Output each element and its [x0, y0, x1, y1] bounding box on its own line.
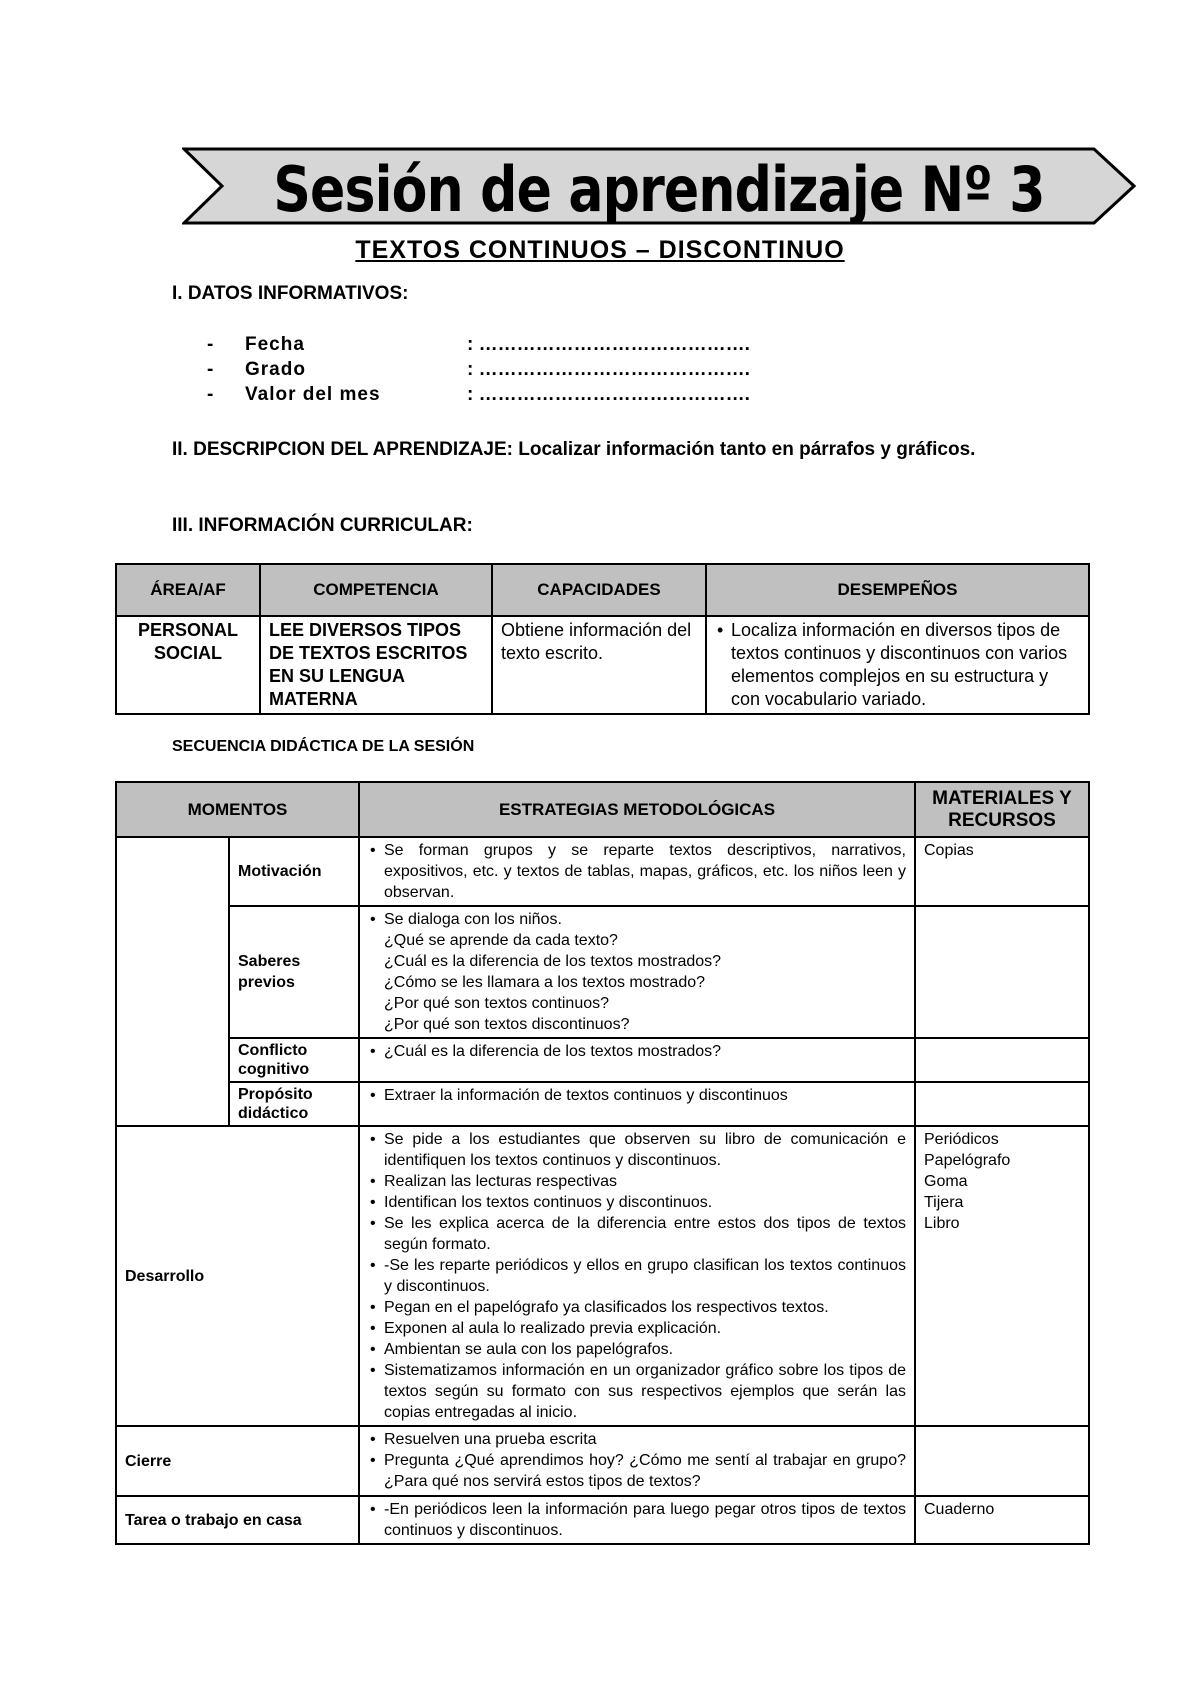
datos-heading: I. DATOS INFORMATIVOS: — [172, 283, 409, 304]
secuencia-heading: SECUENCIA DIDÁCTICA DE LA SESIÓN — [172, 738, 475, 755]
estrategia-conflicto — [359, 1038, 915, 1082]
question-line: ¿Por qué son textos continuos? — [384, 995, 610, 1012]
estrategia-proposito — [359, 1082, 915, 1126]
field-valor-del-mes — [207, 384, 750, 406]
cell-capacidad: Obtiene información del texto escrito. — [492, 616, 706, 714]
field-label: Valor del mes — [245, 384, 381, 405]
field-grado — [207, 359, 750, 381]
material-cuaderno: Cuaderno — [915, 1496, 1089, 1544]
material-empty — [915, 1082, 1089, 1126]
cell-area: PERSONAL SOCIAL — [116, 616, 260, 714]
field-dash: - — [207, 359, 214, 380]
momento-tarea: Tarea o trabajo en casa — [116, 1496, 359, 1544]
secuencia-table — [115, 781, 1090, 1545]
question-line: ¿Cuál es la diferencia de los textos mostrados? — [384, 953, 722, 970]
list-item: • Exponen al aula lo realizado previa explicación. — [384, 1318, 906, 1339]
question-line: ¿Qué se aprende da cada texto? — [384, 932, 618, 949]
material-item: Tijera — [924, 1194, 964, 1211]
list-item: • -Se les reparte periódicos y ellos en grupo clasifican los textos continuos y discontinuos. — [384, 1255, 906, 1297]
estrategia-desarrollo — [359, 1126, 915, 1426]
field-fecha — [207, 334, 750, 356]
page-title: Sesión de aprendizaje Nº 3 — [273, 153, 1045, 226]
inicio-blank-cell — [116, 837, 229, 1126]
page-subtitle: TEXTOS CONTINUOS – DISCONTINUO — [355, 236, 845, 264]
list-item: • Extraer la información de textos continuos y discontinuos — [384, 1085, 906, 1106]
field-label: Fecha — [245, 334, 305, 355]
curricular-heading: III. INFORMACIÓN CURRICULAR: — [172, 515, 473, 536]
title-banner — [182, 147, 1136, 225]
material-item: Periódicos — [924, 1131, 999, 1148]
field-value: : ……………………………………. — [467, 334, 750, 355]
list-item: • ¿Cuál es la diferencia de los textos mostrados? — [384, 1041, 906, 1062]
estrategia-tarea — [359, 1496, 915, 1544]
list-item: • Localiza información en diversos tipos de textos continuos y discontinuos con varios elementos complejos en su estructura y con vocabulario variado. — [731, 619, 1080, 711]
momento-motivacion: Motivación — [229, 837, 359, 906]
field-dash: - — [207, 334, 214, 355]
field-label: Grado — [245, 359, 306, 380]
list-item: • Se forman grupos y se reparte textos descriptivos, narrativos, expositivos, etc. y textos de tablas, mapas, gráficos, etc. los niños leen y observan. — [384, 840, 906, 903]
list-item: • Sistematizamos información en un organizador gráfico sobre los tipos de textos según su formato con sus respectivos ejemplos que serán las copias entregadas al inicio. — [384, 1360, 906, 1423]
list-item: • Resuelven una prueba escrita — [384, 1429, 906, 1450]
momento-cierre: Cierre — [116, 1426, 359, 1496]
material-empty — [915, 1038, 1089, 1082]
material-empty — [915, 1426, 1089, 1496]
list-item: • -En periódicos leen la información para luego pegar otros tipos de textos continuos y discontinuos. — [384, 1499, 906, 1541]
header-capacidades: CAPACIDADES — [492, 564, 706, 616]
material-copias: Copias — [915, 837, 1089, 906]
header-estrategias: ESTRATEGIAS METODOLÓGICAS — [359, 782, 915, 837]
field-dash: - — [207, 384, 214, 405]
list-item: • Se les explica acerca de la diferencia entre estos dos tipos de textos según formato. — [384, 1213, 906, 1255]
list-item: • Se dialoga con los niños. — [384, 909, 906, 930]
descripcion-aprendizaje: II. DESCRIPCION DEL APRENDIZAJE: Localizar información tanto en párrafos y gráficos. — [172, 439, 976, 460]
header-materiales: MATERIALES Y RECURSOS — [915, 782, 1089, 837]
question-line: ¿Cómo se les llamara a los textos mostrado? — [384, 974, 706, 991]
momento-desarrollo: Desarrollo — [116, 1126, 359, 1426]
momento-conflicto-cognitivo: Conflicto cognitivo — [229, 1038, 359, 1082]
material-item: Papelógrafo — [924, 1152, 1011, 1169]
list-item: • Pegan en el papelógrafo ya clasificados los respectivos textos. — [384, 1297, 906, 1318]
list-item: • Identifican los textos continuos y discontinuos. — [384, 1192, 906, 1213]
field-value: : ……………………………………. — [467, 384, 750, 405]
momento-saberes-previos: Saberes previos — [229, 906, 359, 1038]
header-desempenos: DESEMPEÑOS — [706, 564, 1089, 616]
materiales-desarrollo — [915, 1126, 1089, 1426]
header-competencia: COMPETENCIA — [260, 564, 492, 616]
estrategia-cierre — [359, 1426, 915, 1496]
question-line: ¿Por qué son textos discontinuos? — [384, 1016, 630, 1033]
header-area: ÁREA/AF — [116, 564, 260, 616]
cell-desempeno — [706, 616, 1089, 714]
curricular-table — [115, 563, 1090, 715]
material-item: Goma — [924, 1173, 968, 1190]
material-item: Libro — [924, 1215, 960, 1232]
estrategia-motivacion — [359, 837, 915, 906]
momento-proposito-didactico: Propósito didáctico — [229, 1082, 359, 1126]
header-momentos: MOMENTOS — [116, 782, 359, 837]
list-item: • Se pide a los estudiantes que observen su libro de comunicación e identifiquen los textos continuos y discontinuos. — [384, 1129, 906, 1171]
estrategia-saberes-previos — [359, 906, 915, 1038]
list-item: • Ambientan se aula con los papelógrafos. — [384, 1339, 906, 1360]
material-empty — [915, 906, 1089, 1038]
list-item: • Realizan las lecturas respectivas — [384, 1171, 906, 1192]
list-item: • Pregunta ¿Qué aprendimos hoy? ¿Cómo me sentí al trabajar en grupo? ¿Para qué nos servirá estos tipos de textos? — [384, 1450, 906, 1492]
field-value: : ……………………………………. — [467, 359, 750, 380]
cell-competencia: LEE DIVERSOS TIPOS DE TEXTOS ESCRITOS EN SU LENGUA MATERNA — [260, 616, 492, 714]
